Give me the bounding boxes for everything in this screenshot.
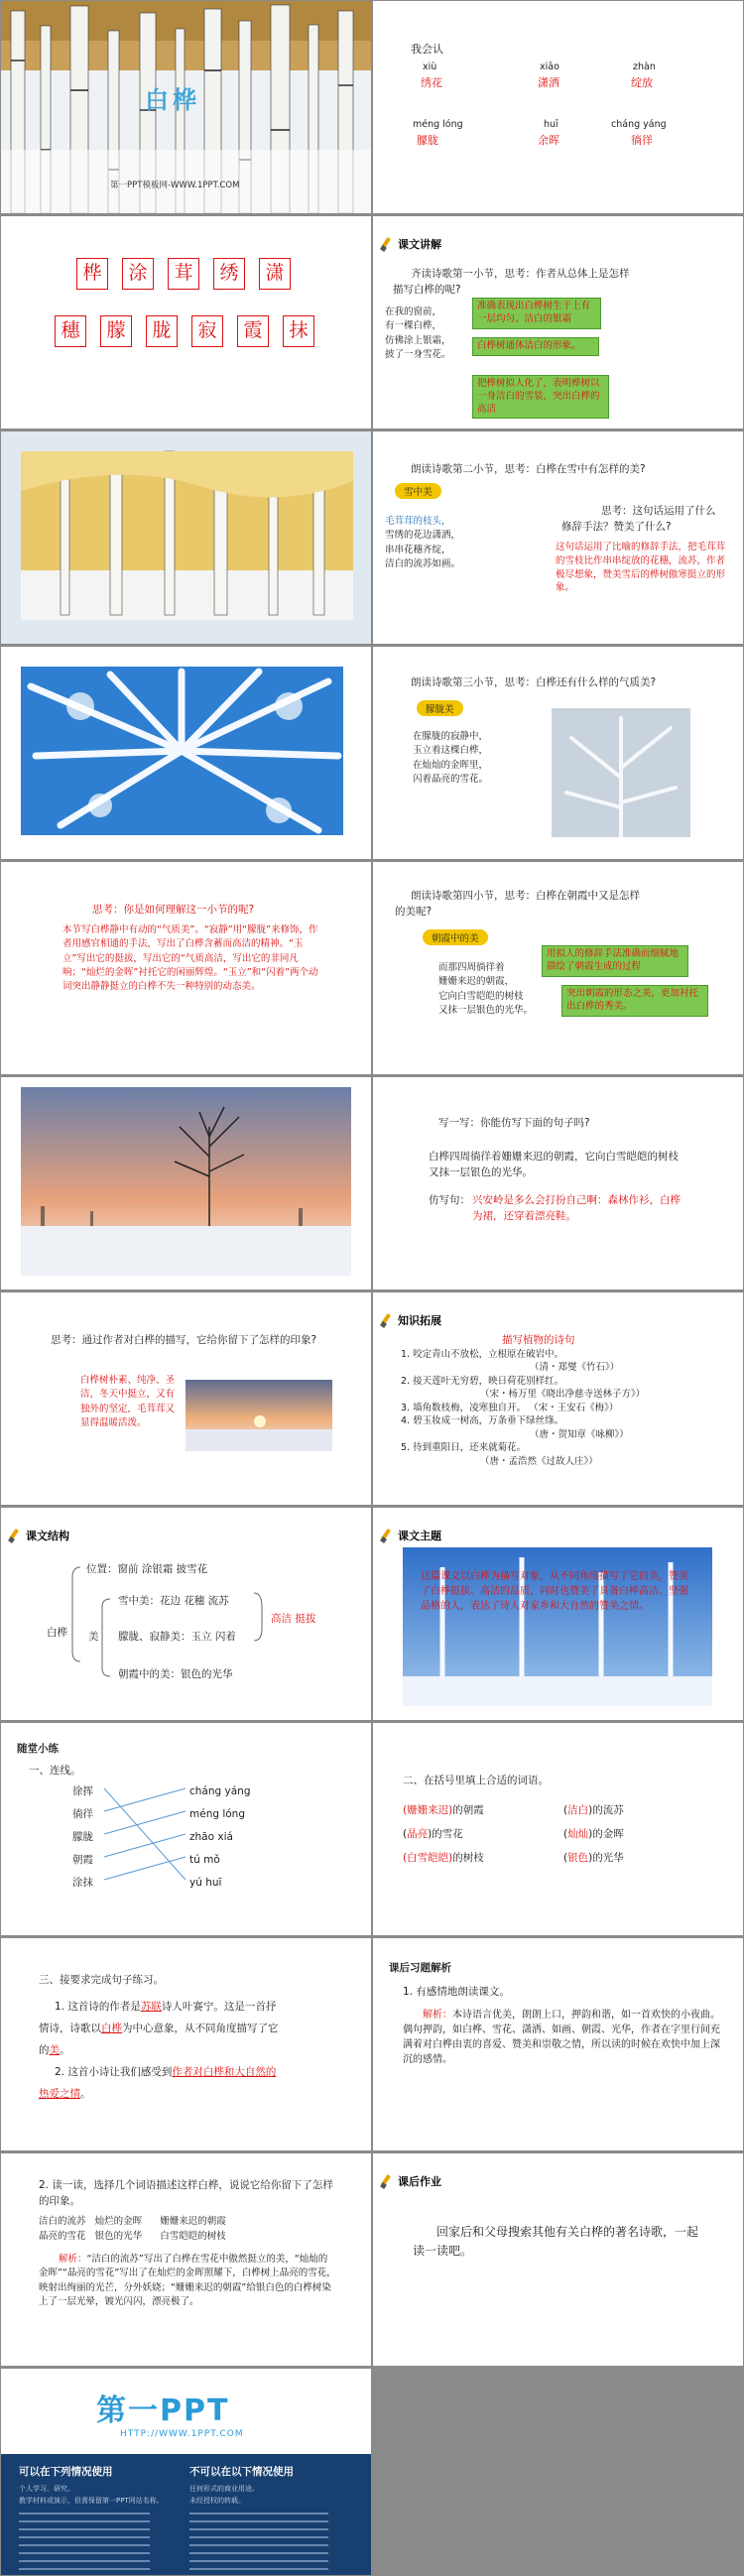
answer-lines: 1. 这首诗的作者是苏联诗人叶赛宁。这是一首抒 情诗，诗歌以白桦为中心意象，从不同角度描写了它 的美。 2. 这首小诗让我们感受到作者对白桦和大自然的 热爱之情。 — [39, 2001, 279, 2100]
question: 描写白桦的呢? — [393, 284, 461, 296]
poem: 毛茸茸的枝头， 雪绣的花边潇洒， 串串花穗齐绽， 洁白的流苏如画。 — [385, 516, 461, 569]
answer-text: 这句话运用了比喻的修辞手法，把毛茸茸的雪枝比作串串绽放的花穗，流苏，作者极尽想象，赞美雪后的桦树傲寒挺立的形象。 — [556, 542, 726, 594]
fill-rows: (洁白)的流苏 (灿灿)的金晖 (银色)的光华 — [563, 1804, 624, 1864]
pinyin: xiù — [423, 61, 437, 72]
branch-node: 位置：窗前 涂银霜 披雪花 — [86, 1563, 208, 1575]
poem: 而那四周徜徉着 姗姗来迟的朝霞， 它向白雪皑皑的树枝 又抹一层银色的光华。 — [438, 962, 534, 1016]
question: 的美呢? — [395, 906, 433, 918]
analysis-text: 解析：本诗语言优美，朗朗上口，押韵和谐，如一首欢快的小夜曲。偶句押韵，如白桦、雪花、潇洒、如画、朝霞、光华，作者在字里行间充满着对白桦由衷的喜爱、赞美和崇敬之情，所以读的时候在欢快中加上深沉的感情。 — [403, 2010, 720, 2065]
section-heading: 课文讲解 — [379, 236, 441, 252]
char-box: 胧 — [146, 315, 178, 347]
note-box: 把桦树拟人化了，表明桦树以一身洁白的雪装，突出白桦的高洁 — [472, 375, 609, 419]
answer-text: 兴安岭是多么会打扮自己啊：森林作衫，白桦为裙，还穿着漂亮鞋。 — [472, 1194, 681, 1223]
column-title: 不可以在以下情况使用 — [189, 2466, 294, 2478]
answer-text: 本节写白桦静中有动的“气质美”。“寂静”用“朦胧”来修饰，作者用感官相通的手法，写出了白桦含蓄而高洁的精神。“玉立”写出它的挺拔，写出它的“气质高洁，写出它的非同凡响；“灿烂的金晖”衬托它的闲丽辉煌。“玉立”和“闪着”两个动词突出静静挺立的白桦不失一种特别的动态美。 — [62, 924, 318, 992]
beauty-tag: 朝霞中的美 — [423, 929, 488, 945]
dawn-tree-image — [1, 1077, 371, 1289]
word: 朦胧 — [417, 134, 438, 147]
pinyin: cháng yáng — [611, 119, 667, 130]
question: 思考：这句话运用了什么 — [601, 505, 716, 517]
rule-text: 教学材料或演示，但需保留第一PPT网站名称。 — [19, 2497, 164, 2505]
slide-structure — [1, 1508, 371, 1720]
link-list[interactable] — [1, 2510, 371, 2575]
summary-node: 高洁 挺拔 — [271, 1613, 316, 1625]
word: 潇洒 — [538, 76, 559, 89]
slide-exercise-analysis — [373, 1938, 743, 2150]
slide-exercise-2 — [1, 2153, 371, 2366]
slide-extension — [373, 1292, 743, 1505]
matching-lines — [1, 1723, 371, 1935]
note-box: 用拟人的修辞手法准确而细腻地描绘了朝霞生成的过程 — [542, 945, 688, 977]
pinyin-column — [189, 1780, 251, 1895]
char-box: 穗 — [55, 315, 86, 347]
branch-node: 朦胧、寂静美：玉立 闪着 — [118, 1631, 236, 1643]
exercise-title: 1. 有感情地朗读课文。 — [403, 1986, 510, 1998]
homework-text: 回家后和父母搜索其他有关白桦的著名诗歌，一起读一读吧。 — [413, 2225, 699, 2259]
pinyin: xiāo — [540, 61, 559, 72]
site-logo[interactable]: 第一PPT — [96, 2393, 230, 2428]
char-box: 潇 — [259, 258, 291, 290]
root-node: 白桦 — [47, 1627, 67, 1639]
word: 余晖 — [538, 134, 559, 147]
slide-dawn-beauty — [373, 862, 743, 1074]
branch-node: 朝霞中的美：银色的光华 — [118, 1668, 233, 1680]
slide-misty-beauty — [373, 647, 743, 859]
slide-explain-1 — [373, 216, 743, 429]
char-box: 抹 — [283, 315, 314, 347]
pencil-icon — [379, 2174, 393, 2188]
analysis-text: 解析：“洁白的流苏”写出了白桦在雪花中傲然挺立的美，“灿灿的金晖”“晶亮的雪花”写出了在灿烂的金晖照耀下，白桦树上晶亮的雪花，映射出绚丽的光芒，分外妖娆；“姗姗来迟的朝霞”给银白色的白桦树染上了一层光晕，镀光闪闪，漂亮极了。 — [39, 2254, 336, 2307]
pinyin: zhàn — [633, 61, 656, 72]
question: 思考：你是如何理解这一小节的呢? — [92, 904, 255, 916]
char-box: 寂 — [191, 315, 223, 347]
note-box: 准确表现出白桦树生于上有一层均匀、洁白的银霜 — [472, 298, 601, 329]
match-word[interactable]: 涂抹 — [72, 1877, 93, 1889]
section-heading: 我会认 — [411, 43, 443, 56]
slide-vocab — [373, 1, 743, 213]
note-box: 突出朝霞的形态之美，更加衬托出白桦的秀美。 — [561, 985, 708, 1017]
match-pinyin[interactable]: yú huī — [189, 1877, 222, 1889]
match-word[interactable]: 朝霞 — [72, 1854, 93, 1866]
match-pinyin[interactable]: tú mǒ — [189, 1854, 220, 1866]
label: 仿写句： — [429, 1194, 470, 1206]
question: 思考：通过作者对白桦的描写，它给你留下了怎样的印象? — [51, 1334, 317, 1346]
match-pinyin[interactable]: zhāo xiá — [189, 1831, 233, 1843]
slide-practice-2 — [373, 1723, 743, 1935]
subtitle-text: 第一PPT模板网-WWW.1PPT.COM — [110, 181, 240, 190]
branch-node: 美 — [88, 1631, 99, 1643]
slide-homework — [373, 2153, 743, 2366]
char-box: 霞 — [237, 315, 269, 347]
list-title: 描写植物的诗句 — [502, 1334, 575, 1346]
poem: 在我的窗前， 有一棵白桦， 仿佛涂上银霜， 披了一身雪花。 — [385, 307, 451, 360]
match-word[interactable]: 徜徉 — [72, 1808, 93, 1820]
poem-list: 1. 咬定青山不放松，立根原在破岩中。 （清・郑燮《竹石》） 2. 接天莲叶无穷碧，映日荷花别样红。 （宋・杨万里《晓出净慈寺送林子方》） 3. 墙角数枝梅，凌寒独自开。 （宋・王安石《梅》） 4. 碧玉妆成一树高，万条垂下绿丝绦。 （唐・贺知章《咏柳》） 5. 待到重阳日，还来就菊花。 （唐・孟浩然《过故人庄》） — [401, 1349, 646, 1467]
pencil-icon — [379, 1529, 393, 1542]
section-heading: 课文主题 — [379, 1528, 441, 1543]
sunset-snow-image — [186, 1380, 332, 1451]
rule-text: 个人学习、研究。 — [19, 2485, 74, 2493]
slide-practice-1 — [1, 1723, 371, 1935]
slide-characters — [1, 216, 371, 429]
pencil-icon — [379, 1313, 393, 1327]
slide-impression — [1, 1292, 371, 1505]
exercise-title: 一、连线。 — [29, 1765, 81, 1777]
info-panel — [1, 2454, 371, 2575]
section-heading: 随堂小练 — [17, 1743, 59, 1755]
exercise-title: 三、接要求完成句子练习。 — [39, 1974, 164, 1986]
slide-photo-dawn — [1, 1077, 371, 1289]
column-title: 可以在下列情况使用 — [19, 2466, 113, 2478]
match-word[interactable]: 朦胧 — [72, 1831, 93, 1843]
slide-theme — [373, 1508, 743, 1720]
pinyin: huī — [544, 119, 558, 130]
example-sentence: 白桦四周徜徉着姗姗来迟的朝霞，它向白雪皑皑的树枝又抹一层银色的光华。 — [429, 1151, 679, 1179]
question: 修辞手法？赞美了什么? — [561, 521, 672, 533]
branch-node: 雪中美：花边 花穗 流苏 — [118, 1595, 229, 1607]
title-text: 白桦 — [145, 86, 200, 114]
slide-snow-beauty — [373, 431, 743, 644]
poem: 在朦胧的寂静中， 玉立着这棵白桦， 在灿灿的金晖里， 闪着晶亮的雪花。 — [413, 731, 489, 785]
slide-title — [1, 1, 371, 213]
word: 徜徉 — [631, 134, 653, 147]
char-box: 桦 — [76, 258, 108, 290]
char-box: 绣 — [213, 258, 245, 290]
rule-text: 任何形式的商业用途。 — [189, 2485, 259, 2493]
exercise-title: 2. 读一读，选择几个词语描述这样白桦，说说它给你留下了怎样的印象。 — [39, 2179, 333, 2208]
word: 绽放 — [631, 76, 653, 89]
snow-trees-image — [1, 647, 371, 859]
question: 朗读诗歌第三小节，思考：白桦还有什么样的气质美? — [411, 676, 657, 688]
slide-think-3 — [1, 862, 371, 1074]
question: 齐读诗歌第一小节，思考：作者从总体上是怎样 — [411, 268, 630, 280]
match-word[interactable]: 徐挥 — [72, 1785, 93, 1797]
rule-text: 未经授权的转载。 — [189, 2497, 245, 2505]
section-heading: 知识拓展 — [379, 1312, 441, 1328]
word: 绣花 — [421, 76, 442, 89]
question: 朗读诗歌第四小节，思考：白桦在朝霞中又是怎样 — [411, 890, 640, 902]
question: 写一写：你能仿写下面的句子吗? — [438, 1117, 590, 1129]
char-box: 茸 — [168, 258, 199, 290]
pinyin: méng lóng — [413, 119, 463, 130]
slide-footer-ad — [1, 2369, 371, 2575]
theme-text: 这篇课文以白桦为描写对象，从不同角度描写了它的美，赞美了白桦挺拔、高洁的品质，同时也赞美了具备白桦高洁、坚强品格的人，表达了诗人对家乡和大自然的赞美之情。 — [421, 1571, 688, 1612]
slide-imitate — [373, 1077, 743, 1289]
slide-practice-3 — [1, 1938, 371, 2150]
section-heading: 课文结构 — [7, 1528, 69, 1543]
slide-photo-snowtrees — [1, 647, 371, 859]
word-grid: 洁白的流苏 灿烂的金晖 姗姗来迟的朝霞 晶亮的雪花 银色的光华 白雪皑皑的树枝 — [39, 2216, 226, 2242]
fill-rows: (姗姗来迟)的朝霞 (晶亮)的雪花 (白雪皑皑)的树枝 — [403, 1804, 484, 1864]
char-box: 涂 — [122, 258, 154, 290]
answer-text: 白桦树朴素、纯净、圣洁，冬天中挺立，又有独外的坚定，毛茸茸又显得温暖活泼。 — [80, 1375, 176, 1428]
note-box: 白桦树通体洁白的形象。 — [472, 337, 599, 356]
slide-photo-birch — [1, 431, 371, 644]
site-url[interactable]: HTTP://WWW.1PPT.COM — [120, 2429, 244, 2439]
exercise-title: 二、在括号里填上合适的词语。 — [403, 1775, 549, 1786]
match-pinyin[interactable]: méng lóng — [189, 1808, 246, 1820]
autumn-birch-image — [1, 431, 371, 644]
match-pinyin[interactable]: cháng yáng — [189, 1785, 251, 1797]
pencil-icon — [379, 237, 393, 251]
section-heading: 课后作业 — [379, 2173, 441, 2189]
frosted-tree-image — [552, 708, 690, 837]
char-box: 朦 — [100, 315, 132, 347]
section-heading: 课后习题解析 — [389, 1962, 451, 1974]
beauty-tag: 雪中美 — [395, 483, 441, 499]
word-column — [72, 1780, 93, 1895]
question: 朗读诗歌第二小节，思考：白桦在雪中有怎样的美? — [411, 463, 646, 475]
beauty-tag: 朦胧美 — [417, 700, 463, 716]
